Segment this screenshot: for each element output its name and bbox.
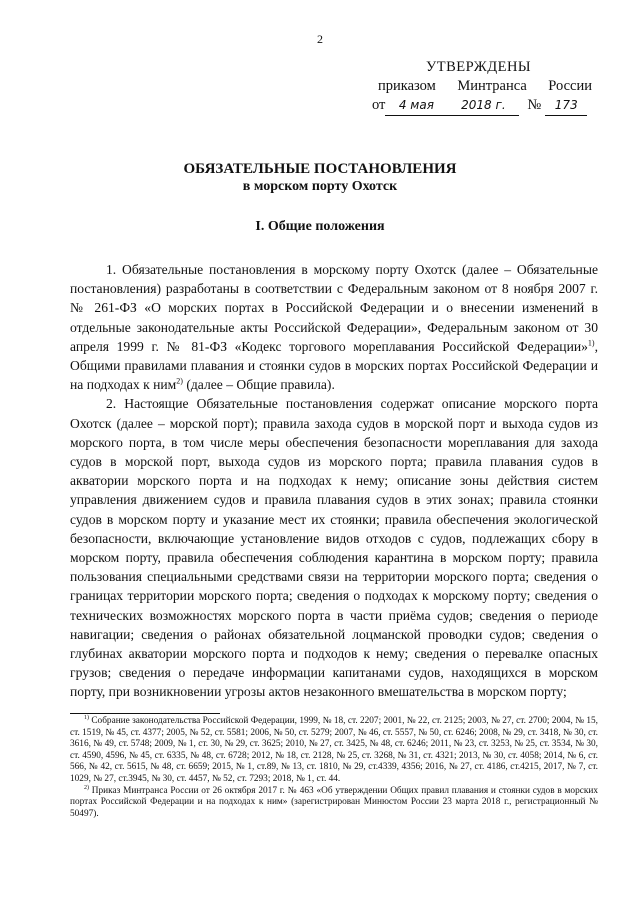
footnote-ref-1: 1) [587, 338, 595, 348]
footnote-ref-2: 2) [176, 376, 183, 386]
footnote-divider [70, 713, 220, 714]
footnote-1 [70, 716, 598, 786]
approval-country-word: России [548, 78, 592, 94]
approval-year-handwritten: 2018 г. [447, 96, 519, 116]
approval-from-label: от [372, 97, 386, 113]
document-title: ОБЯЗАТЕЛЬНЫЕ ПОСТАНОВЛЕНИЯ [183, 161, 457, 177]
approval-date-line [372, 96, 592, 116]
paragraph-2: 2. Настоящие Обязательные постановления содержат описание морского порта Охотск (далее – морской порт); правила захода судов в морской порт и выхода судов из морского порта, в том числе меры обеспечения безопасности мореплавания для захода судов в морской порт, выхода судов из морского порта; правила плавания судов в акватории морского порта и на подходах к нему; описание зоны действия систем управления движением судов и правила плавания судов в этих зонах; правила стоянки судов в морском порту и указание мест их стоянки; правила обеспечения экологической безопасности, включающие установление видов отходов с судов, подлежащих сбору в морском порту, правила обеспечения соблюдения карантина в морском порту; правила пользования специальными средствами связи на территории морского порта; сведения о границах территории морского порта; сведения о подходах к морскому порту; сведения о технических возможностях морского порта в части приёма судов; сведения о периоде навигации; сведения о районах обязательной лоцманской проводки судов; сведения о глубинах акватории морского порта и подходов к нему; сведения о перевалке опасных грузов; сведения о передаче информации капитанами судов, находящихся в морском порту, при возникновении угрозы актов незаконного вмешательства в морском порту; [70, 396, 598, 700]
section-title: I. Общие положения [255, 219, 385, 234]
paragraph-1-end: (далее – Общие правила). [182, 377, 335, 393]
approval-number-handwritten: 173 [545, 96, 587, 116]
approval-order-word: приказом [378, 78, 436, 94]
footnote-2 [70, 786, 598, 821]
approval-number-label: № [527, 97, 542, 113]
approval-ministry-word: Минтранса [457, 78, 527, 94]
footnote-1-text: Собрание законодательства Российской Федерации, 1999, № 18, ст. 2207; 2001, № 22, ст. 2125; 2003, № 27, ст. 2700; 2004, № 15, ст. 1519, № 45, ст. 4377; 2005, № 52, ст. 5581; 2006, № 50, ст. 5279; 2007, № 46, ст. 5557, № 50, ст. 6246; 2008, № 29, ст. 3418, № 30, ст. 3616, № 49, ст. 5748; 2009, № 1, ст. 30, № 29, ст. 3625; 2010, № 27, ст. 3425, № 48, ст. 6246; 2011, № 23, ст. 3253, № 25, ст. 3534, № 30, ст. 4590, 4596, № 45, ст. 6335, № 48, ст. 6728; 2012, № 18, ст. 2128, № 25, ст. 3268, № 31, ст. 4321; 2013, № 30, ст. 4058; 2014, № 6, ст. 566, № 42, ст. 5615, № 48, ст. 6659; 2015, № 1, ст.89, № 13, ст. 1810, № 29, ст.4339, 4356; 2016, № 27, ст. 4186, ст.4215, 2017, № 7, ст. 1029, № 27, ст.3945, № 30, ст. 4457, № 52, ст. 7293; 2018, № 1, ст. 44. [70, 716, 598, 784]
paragraph-1 [70, 260, 598, 394]
paragraph-1-middle: , Общими правилами плавания и стоянки судов в морских портах Российской Федерации и на подходах к ним [70, 338, 598, 393]
approval-date-handwritten: 4 мая [385, 96, 447, 116]
document-subtitle: в морском порту Охотск [242, 179, 398, 194]
page-number: 2 [317, 32, 323, 46]
footnotes [70, 716, 598, 820]
footnote-1-mark: 1) [84, 714, 89, 721]
approval-stamp [372, 58, 592, 116]
paragraph-1-main: 1. Обязательные постановления в морскому порту Охотск (далее – Обязательные постановления) разработаны в соответствии с Федеральным законом от 8 ноября 2007 г. № 261-ФЗ «О морских портах в Российской Федерации и о внесении изменений в отдельные законодательные акты Российской Федерации», Федеральным законом от 30 апреля 1999 г. № 81-ФЗ «Кодекс торгового мореплавания Российской Федерации» [70, 262, 598, 354]
approval-title: УТВЕРЖДЕНЫ [426, 59, 532, 75]
approval-order-line [372, 77, 592, 96]
body-text [70, 260, 598, 702]
footnote-2-mark: 2) [84, 784, 89, 791]
footnote-2-text: Приказ Минтранса России от 26 октября 2017 г. № 463 «Об утверждении Общих правил плавания и стоянки судов в морских портах Российской Федерации и на подходах к ним» (зарегистрирован Минюстом России 23 марта 2018 г., регистрационный № 50497). [70, 785, 598, 819]
